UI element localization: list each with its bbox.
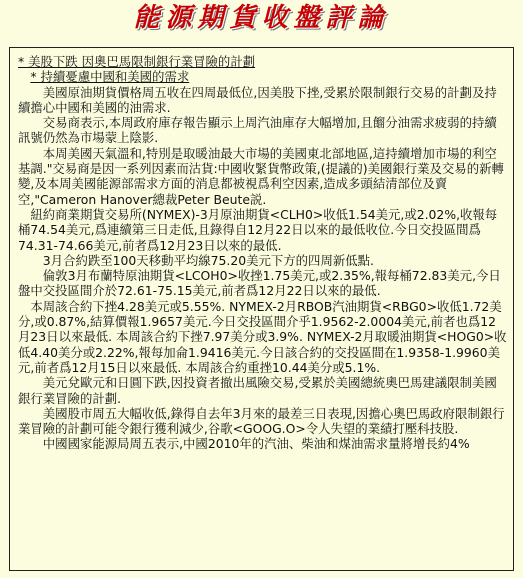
paragraph-7: 本周該合約下挫4.28美元或5.55%. NYMEX-2月RBOB汽油期貨<RBG0>收低1.72美分,或0.87%,結算價報1.9657美元.今日交投區間介乎1.9562-2.0004美元,前者也爲12月23日以來最低. 本周該合約下挫7.97美分或3.9%. NYMEX-2月取暖油期貨<HOG0>收低4.40美分或2.22%,報每加侖1.9416美元.今日該合約的交投區間在1.9358-1.9960美元,前者爲12月15日以來最低. 本周該合約重挫10.44美分或5.1%. [18, 298, 507, 375]
paragraph-5: 3月合約跌至100天移動平均線75.20美元下方的四周新低點. [42, 252, 374, 268]
paragraph-6: 倫敦3月布蘭特原油期貨<LCOH0>收挫1.75美元,或2.35%,報每桶72.83美元,今日盤中交投區間介於72.61-75.15美元,前者爲12月22日以來的最低. [18, 268, 501, 299]
commentary-content [10, 48, 513, 452]
headline-2: * 持續憂慮中國和美國的需求 [30, 69, 190, 85]
paragraph-3: 本周美國天氣溫和,特別是取暖油最大市場的美國東北部地區,這持續增加市場的利空基調."交易商是因一系列因素而沽貨:中國收緊貨幣政策,(提議的)美國銀行業及交易的新轉變,及本周美國能源部需求方面的消息都被視爲利空因素,造成多頭結清部位及賣空,"Cameron Hanover總裁Peter Beute説. [18, 145, 504, 207]
paragraph-1: 美國原油期貨價格周五收在四周最低位,因美股下挫,受累於限制銀行交易的計劃及持續擔心中國和美國的油需求. [18, 84, 497, 115]
paragraph-4: 紐約商業期貨交易所(NYMEX)-3月原油期貨<CLH0>收低1.54美元,或2.02%,收報每桶74.54美元,爲連續第三日走低,且錄得自12月22日以來的最低收位.今日交投區間爲74.31-74.66美元,前者爲12月23日以來的最低. [18, 206, 498, 253]
page-title: 能源期貨收盤評論 [133, 3, 390, 33]
headline-1: * 美股下跌 因奧巴馬限制銀行業冒險的計劃 [18, 54, 256, 69]
paragraph-2: 交易商表示,本周政府庫存報告顯示上周汽油庫存大幅增加,且餾分油需求疲弱的持續訊號仍然為市場蒙上陰影. [18, 115, 497, 146]
paragraph-8: 美元兌歐元和日圓下跌,因投資者撤出風險交易,受累於美國總統奧巴馬建議限制美國銀行業冒險的計劃. [18, 375, 497, 406]
paragraph-9: 美國股市周五大幅收低,錄得自去年3月來的最差三日表現,因擔心奧巴馬政府限制銀行業冒險的計劃可能令銀行獲利減少,谷歌<GOOG.O>令人失望的業績打壓科技股. [18, 405, 505, 437]
paragraph-10: 中國國家能源局周五表示,中國2010年的汽油、柴油和煤油需求量將增長約4% [42, 436, 470, 452]
commentary-box [9, 47, 514, 571]
